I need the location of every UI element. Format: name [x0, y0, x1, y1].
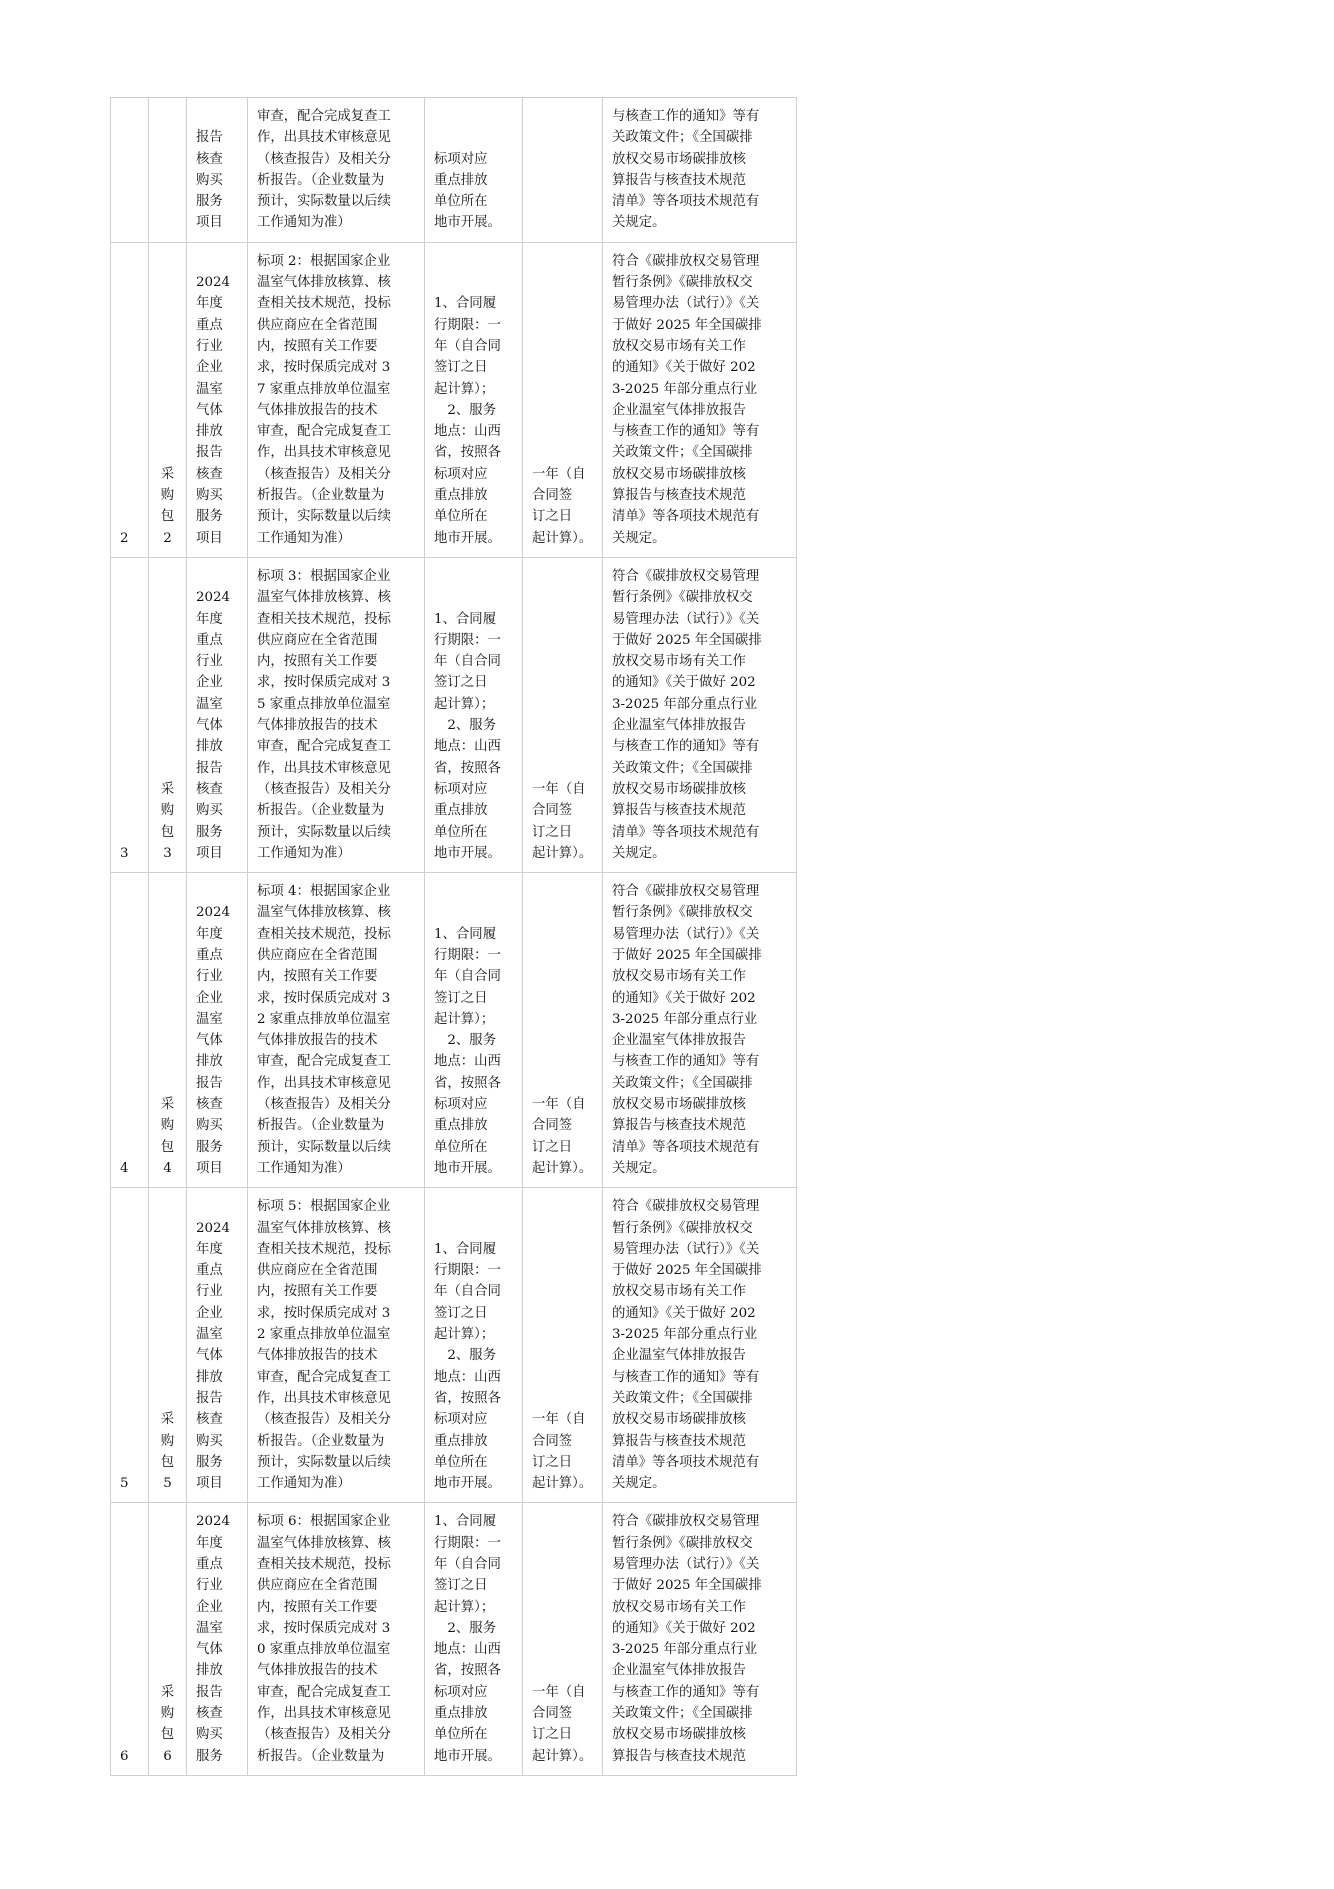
- row-number-cell: 3: [111, 557, 149, 872]
- project-name-cell: 2024 年度 重点 行业 企业 温室 气体 排放 报告 核查 购买 服务 项目: [187, 873, 248, 1188]
- content-cell: 标项 6：根据国家企业 温室气体排放核算、核 查相关技术规范，投标 供应商应在全省范围 内，按照有关工作要 求，按时保质完成对 3 0 家重点排放单位温室 气体排放报告的技术 审查，配合完成复查工 作，出具技术审核意见 （核查报告）及相关分 析报告。（企业数量为: [248, 1503, 425, 1776]
- row-number-cell: 2: [111, 242, 149, 557]
- package-cell: 采 购 包 6: [149, 1503, 187, 1776]
- package-cell: 采 购 包 5: [149, 1188, 187, 1503]
- procurement-table: [110, 97, 797, 1776]
- standard-cell: 符合《碳排放权交易管理 暂行条例》《碳排放权交 易管理办法（试行）》《关 于做好 2025 年全国碳排 放权交易市场有关工作 的通知》《关于做好 202 3-2025 年部分重点行业 企业温室气体排放报告 与核查工作的通知》等有 关政策文件；《全国碳排 放权交易市场碳排放核 算报告与核查技术规范: [603, 1503, 797, 1776]
- project-name-cell: 2024 年度 重点 行业 企业 温室 气体 排放 报告 核查 购买 服务 项目: [187, 242, 248, 557]
- table-row: [111, 1188, 797, 1503]
- row-number-cell: [111, 98, 149, 243]
- project-name-cell: 2024 年度 重点 行业 企业 温室 气体 排放 报告 核查 购买 服务 项目: [187, 557, 248, 872]
- project-name-cell: 报告 核查 购买 服务 项目: [187, 98, 248, 243]
- service-period-cell: 一年（自 合同签 订之日 起计算）。: [523, 1503, 603, 1776]
- table-row: [111, 1503, 797, 1776]
- term-location-cell: 标项对应 重点排放 单位所在 地市开展。: [425, 98, 523, 243]
- content-cell: 审查，配合完成复查工 作，出具技术审核意见 （核查报告）及相关分 析报告。（企业数量为 预计，实际数量以后续 工作通知为准）: [248, 98, 425, 243]
- row-number-cell: 6: [111, 1503, 149, 1776]
- term-location-cell: 1、合同履 行期限：一 年（自合同 签订之日 起计算）； 2、服务 地点：山西 省，按照各 标项对应 重点排放 单位所在 地市开展。: [425, 242, 523, 557]
- package-cell: 采 购 包 3: [149, 557, 187, 872]
- table-row: [111, 242, 797, 557]
- standard-cell: 符合《碳排放权交易管理 暂行条例》《碳排放权交 易管理办法（试行）》《关 于做好 2025 年全国碳排 放权交易市场有关工作 的通知》《关于做好 202 3-2025 年部分重点行业 企业温室气体排放报告 与核查工作的通知》等有 关政策文件；《全国碳排 放权交易市场碳排放核 算报告与核查技术规范 清单》等各项技术规范有 关规定。: [603, 1188, 797, 1503]
- service-period-cell: [523, 98, 603, 243]
- standard-cell: 符合《碳排放权交易管理 暂行条例》《碳排放权交 易管理办法（试行）》《关 于做好 2025 年全国碳排 放权交易市场有关工作 的通知》《关于做好 202 3-2025 年部分重点行业 企业温室气体排放报告 与核查工作的通知》等有 关政策文件；《全国碳排 放权交易市场碳排放核 算报告与核查技术规范 清单》等各项技术规范有 关规定。: [603, 873, 797, 1188]
- project-name-cell: 2024 年度 重点 行业 企业 温室 气体 排放 报告 核查 购买 服务: [187, 1503, 248, 1776]
- package-cell: 采 购 包 2: [149, 242, 187, 557]
- term-location-cell: 1、合同履 行期限：一 年（自合同 签订之日 起计算）； 2、服务 地点：山西 省，按照各 标项对应 重点排放 单位所在 地市开展。: [425, 1188, 523, 1503]
- standard-cell: 与核查工作的通知》等有 关政策文件；《全国碳排 放权交易市场碳排放核 算报告与核查技术规范 清单》等各项技术规范有 关规定。: [603, 98, 797, 243]
- content-cell: 标项 4：根据国家企业 温室气体排放核算、核 查相关技术规范，投标 供应商应在全省范围 内，按照有关工作要 求，按时保质完成对 3 2 家重点排放单位温室 气体排放报告的技术 审查，配合完成复查工 作，出具技术审核意见 （核查报告）及相关分 析报告。（企业数量为 预计，实际数量以后续 工作通知为准）: [248, 873, 425, 1188]
- standard-cell: 符合《碳排放权交易管理 暂行条例》《碳排放权交 易管理办法（试行）》《关 于做好 2025 年全国碳排 放权交易市场有关工作 的通知》《关于做好 202 3-2025 年部分重点行业 企业温室气体排放报告 与核查工作的通知》等有 关政策文件；《全国碳排 放权交易市场碳排放核 算报告与核查技术规范 清单》等各项技术规范有 关规定。: [603, 242, 797, 557]
- project-name-cell: 2024 年度 重点 行业 企业 温室 气体 排放 报告 核查 购买 服务 项目: [187, 1188, 248, 1503]
- package-cell: 采 购 包 4: [149, 873, 187, 1188]
- standard-cell: 符合《碳排放权交易管理 暂行条例》《碳排放权交 易管理办法（试行）》《关 于做好 2025 年全国碳排 放权交易市场有关工作 的通知》《关于做好 202 3-2025 年部分重点行业 企业温室气体排放报告 与核查工作的通知》等有 关政策文件；《全国碳排 放权交易市场碳排放核 算报告与核查技术规范 清单》等各项技术规范有 关规定。: [603, 557, 797, 872]
- term-location-cell: 1、合同履 行期限：一 年（自合同 签订之日 起计算）； 2、服务 地点：山西 省，按照各 标项对应 重点排放 单位所在 地市开展。: [425, 873, 523, 1188]
- table-row: [111, 98, 797, 243]
- service-period-cell: 一年（自 合同签 订之日 起计算）。: [523, 557, 603, 872]
- table-row: [111, 557, 797, 872]
- content-cell: 标项 5：根据国家企业 温室气体排放核算、核 查相关技术规范，投标 供应商应在全省范围 内，按照有关工作要 求，按时保质完成对 3 2 家重点排放单位温室 气体排放报告的技术 审查，配合完成复查工 作，出具技术审核意见 （核查报告）及相关分 析报告。（企业数量为 预计，实际数量以后续 工作通知为准）: [248, 1188, 425, 1503]
- package-cell: [149, 98, 187, 243]
- service-period-cell: 一年（自 合同签 订之日 起计算）。: [523, 873, 603, 1188]
- table-row: [111, 873, 797, 1188]
- term-location-cell: 1、合同履 行期限：一 年（自合同 签订之日 起计算）； 2、服务 地点：山西 省，按照各 标项对应 重点排放 单位所在 地市开展。: [425, 1503, 523, 1776]
- content-cell: 标项 3：根据国家企业 温室气体排放核算、核 查相关技术规范，投标 供应商应在全省范围 内，按照有关工作要 求，按时保质完成对 3 5 家重点排放单位温室 气体排放报告的技术 审查，配合完成复查工 作，出具技术审核意见 （核查报告）及相关分 析报告。（企业数量为 预计，实际数量以后续 工作通知为准）: [248, 557, 425, 872]
- term-location-cell: 1、合同履 行期限：一 年（自合同 签订之日 起计算）； 2、服务 地点：山西 省，按照各 标项对应 重点排放 单位所在 地市开展。: [425, 557, 523, 872]
- row-number-cell: 4: [111, 873, 149, 1188]
- service-period-cell: 一年（自 合同签 订之日 起计算）。: [523, 242, 603, 557]
- service-period-cell: 一年（自 合同签 订之日 起计算）。: [523, 1188, 603, 1503]
- row-number-cell: 5: [111, 1188, 149, 1503]
- content-cell: 标项 2：根据国家企业 温室气体排放核算、核 查相关技术规范，投标 供应商应在全省范围 内，按照有关工作要 求，按时保质完成对 3 7 家重点排放单位温室 气体排放报告的技术 审查，配合完成复查工 作，出具技术审核意见 （核查报告）及相关分 析报告。（企业数量为 预计，实际数量以后续 工作通知为准）: [248, 242, 425, 557]
